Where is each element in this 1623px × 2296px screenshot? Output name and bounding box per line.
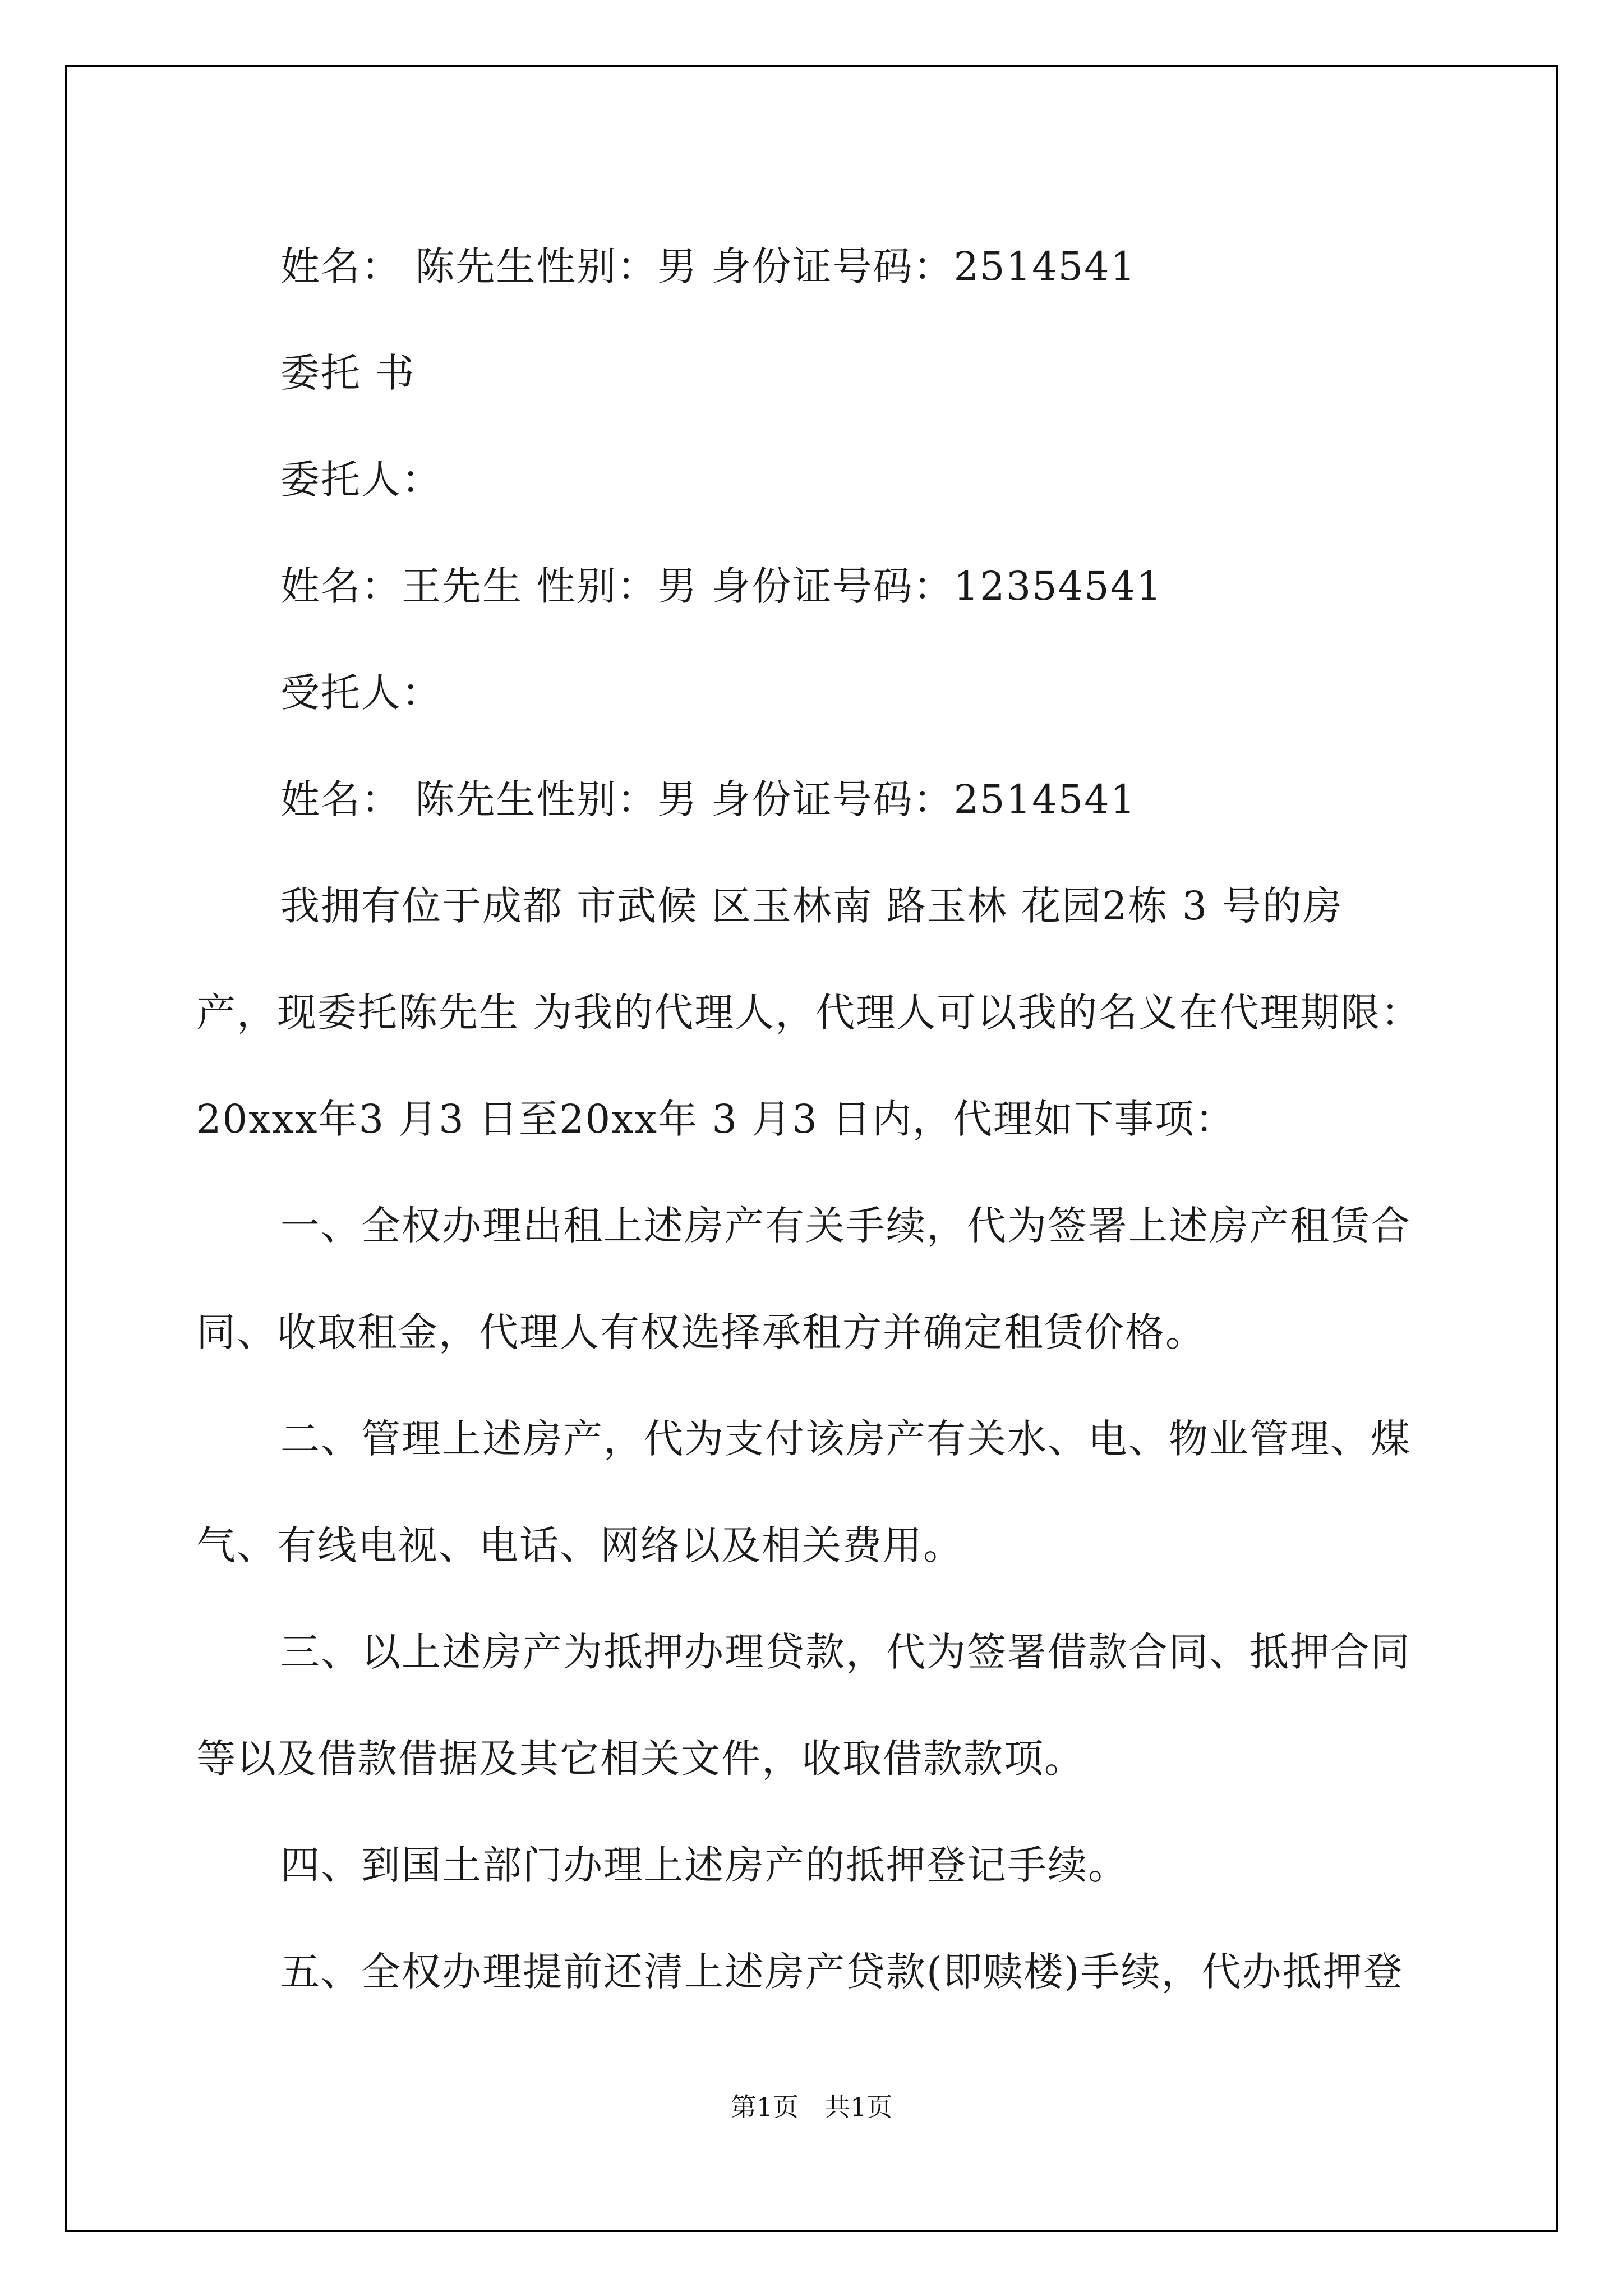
agent-info-line: 姓名： 陈先生性别：男 身份证号码：2514541 [280, 776, 1137, 822]
agent-heading: 受托人： [280, 670, 442, 716]
principal-info-line: 姓名：王先生 性别：男 身份证号码：12354541 [280, 563, 1163, 609]
item-1-line-2: 同、收取租金，代理人有权选择承租方并确定租赁价格。 [196, 1309, 1206, 1355]
item-2-line-2: 气、有线电视、电话、网络以及相关费用。 [196, 1522, 963, 1568]
item-2-line-1: 二、管理上述房产，代为支付该房产有关水、电、物业管理、煤 [280, 1416, 1411, 1462]
page-footer: 第1页 共1页 [730, 2092, 893, 2122]
paragraph-intro-line-3: 20xxx年3 月3 日至20xx年 3 月3 日内，代理如下事项： [196, 1096, 1235, 1142]
trustee-info-line: 姓名： 陈先生性别：男 身份证号码：2514541 [280, 243, 1137, 289]
item-3-line-2: 等以及借款借据及其它相关文件，收取借款款项。 [196, 1736, 1085, 1782]
document-body [196, 213, 1424, 2025]
paragraph-intro-line-1: 我拥有位于成都 市武候 区玉林南 路玉林 花园2栋 3 号的房 [280, 883, 1343, 929]
paragraph-intro-line-2: 产，现委托陈先生 为我的代理人，代理人可以我的名义在代理期限： [196, 990, 1422, 1036]
item-5-line-1: 五、全权办理提前还清上述房产贷款(即赎楼)手续，代办抵押登 [280, 1949, 1404, 1995]
item-4-line-1: 四、到国土部门办理上述房产的抵押登记手续。 [280, 1842, 1128, 1888]
document-title: 委托 书 [280, 350, 416, 396]
item-1-line-1: 一、全权办理出租上述房产有关手续，代为签署上述房产租赁合 [280, 1203, 1411, 1249]
principal-heading: 委托人： [280, 457, 442, 503]
item-3-line-1: 三、以上述房产为抵押办理贷款，代为签署借款合同、抵押合同 [280, 1629, 1411, 1675]
